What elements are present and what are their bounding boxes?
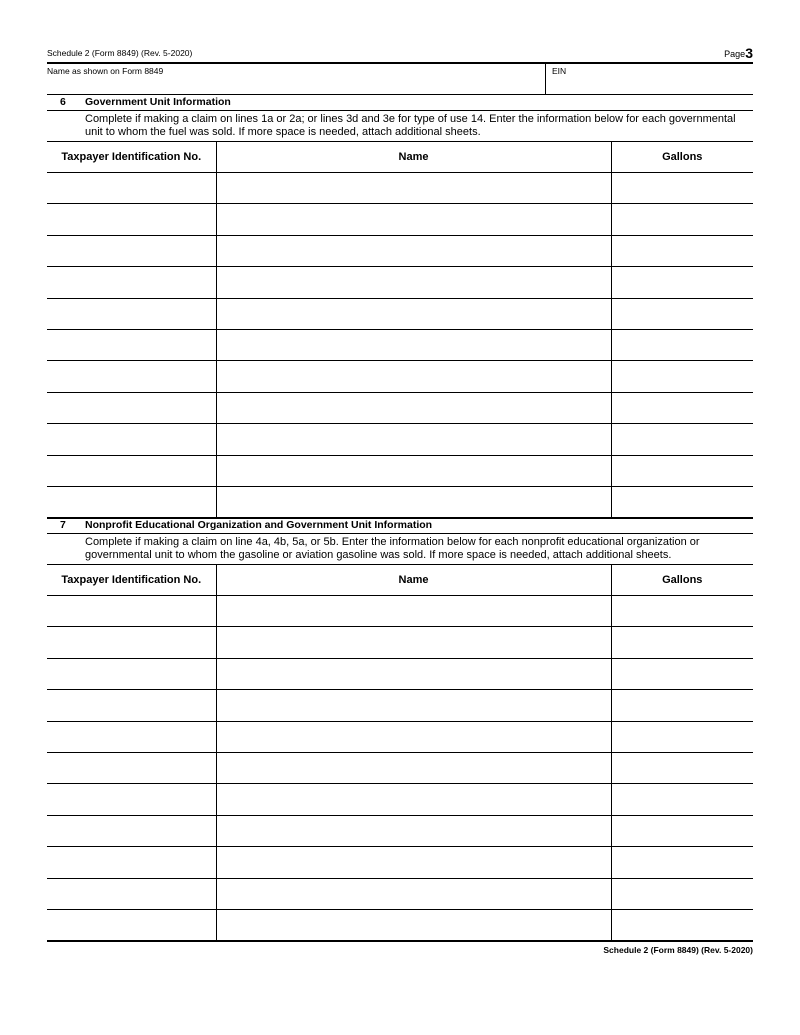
tin-cell[interactable] (47, 486, 216, 518)
gallons-cell[interactable] (611, 235, 753, 266)
gallons-cell[interactable] (611, 878, 753, 909)
table-row (47, 752, 753, 783)
form-id-footer: Schedule 2 (Form 8849) (Rev. 5-2020) (603, 945, 753, 955)
tin-cell[interactable] (47, 690, 216, 721)
tin-cell[interactable] (47, 361, 216, 392)
name-cell[interactable] (216, 909, 611, 941)
section-6-table (47, 141, 753, 519)
section-6-number: 6 (60, 96, 66, 108)
tin-cell[interactable] (47, 596, 216, 627)
name-cell[interactable] (216, 361, 611, 392)
table-row (47, 329, 753, 360)
tin-cell[interactable] (47, 424, 216, 455)
name-cell[interactable] (216, 455, 611, 486)
table-row (47, 455, 753, 486)
name-cell[interactable] (216, 690, 611, 721)
tin-cell[interactable] (47, 752, 216, 783)
table-row (47, 909, 753, 941)
gallons-cell[interactable] (611, 815, 753, 846)
page-indicator (724, 45, 753, 61)
name-cell[interactable] (216, 721, 611, 752)
table-row (47, 690, 753, 721)
gallons-cell[interactable] (611, 690, 753, 721)
tin-cell[interactable] (47, 658, 216, 689)
gallons-cell[interactable] (611, 752, 753, 783)
tin-cell[interactable] (47, 329, 216, 360)
ein-divider (545, 63, 546, 94)
name-column-header: Name (216, 142, 611, 173)
table-row (47, 204, 753, 235)
table-row (47, 784, 753, 815)
gallons-cell[interactable] (611, 627, 753, 658)
section-6-title: Government Unit Information (85, 96, 231, 108)
name-cell[interactable] (216, 878, 611, 909)
name-field-label: Name as shown on Form 8849 (47, 66, 164, 76)
page-number: 3 (745, 45, 753, 61)
name-cell[interactable] (216, 627, 611, 658)
tin-column-header: Taxpayer Identification No. (47, 142, 216, 173)
section-7-table (47, 564, 753, 942)
tin-cell[interactable] (47, 173, 216, 204)
name-cell[interactable] (216, 658, 611, 689)
name-cell[interactable] (216, 329, 611, 360)
gallons-cell[interactable] (611, 784, 753, 815)
tin-cell[interactable] (47, 721, 216, 752)
gallons-cell[interactable] (611, 298, 753, 329)
section-7-title-rule (47, 533, 753, 534)
section-6-description: Complete if making a claim on lines 1a or 2a; or lines 3d and 3e for type of use 14. Enter the information below for each governmental unit to whom the fuel was sold. If more space is needed, attach additional sheets. (85, 113, 736, 138)
table-row (47, 847, 753, 878)
tin-cell[interactable] (47, 392, 216, 423)
name-cell[interactable] (216, 235, 611, 266)
gallons-cell[interactable] (611, 173, 753, 204)
name-cell[interactable] (216, 267, 611, 298)
gallons-cell[interactable] (611, 486, 753, 518)
table-row (47, 361, 753, 392)
table-row (47, 658, 753, 689)
table-row (47, 878, 753, 909)
tin-cell[interactable] (47, 267, 216, 298)
name-cell[interactable] (216, 784, 611, 815)
name-column-header: Name (216, 565, 611, 596)
table-row (47, 267, 753, 298)
table-header-row (47, 142, 753, 173)
table-row (47, 235, 753, 266)
name-row-rule (47, 94, 753, 95)
tin-cell[interactable] (47, 455, 216, 486)
table-row (47, 424, 753, 455)
section-6-rows (47, 173, 753, 519)
gallons-cell[interactable] (611, 658, 753, 689)
tin-cell[interactable] (47, 204, 216, 235)
gallons-cell[interactable] (611, 329, 753, 360)
table-row (47, 486, 753, 518)
ein-field-label: EIN (552, 66, 567, 76)
name-cell[interactable] (216, 173, 611, 204)
tin-cell[interactable] (47, 784, 216, 815)
name-cell[interactable] (216, 424, 611, 455)
table-row (47, 298, 753, 329)
gallons-cell[interactable] (611, 721, 753, 752)
tin-cell[interactable] (47, 815, 216, 846)
gallons-column-header: Gallons (611, 142, 753, 173)
header-rule (47, 62, 753, 64)
name-cell[interactable] (216, 298, 611, 329)
gallons-cell[interactable] (611, 909, 753, 941)
gallons-column-header: Gallons (611, 565, 753, 596)
name-cell[interactable] (216, 752, 611, 783)
name-cell[interactable] (216, 815, 611, 846)
form-id-header: Schedule 2 (Form 8849) (Rev. 5-2020) (47, 48, 193, 58)
gallons-cell[interactable] (611, 267, 753, 298)
tin-cell[interactable] (47, 298, 216, 329)
section-6-title-rule (47, 110, 753, 111)
gallons-cell[interactable] (611, 596, 753, 627)
gallons-cell[interactable] (611, 455, 753, 486)
table-row (47, 392, 753, 423)
gallons-cell[interactable] (611, 361, 753, 392)
section-7-rows (47, 596, 753, 942)
table-row (47, 627, 753, 658)
section-7-title: Nonprofit Educational Organization and Government Unit Information (85, 519, 433, 531)
table-row (47, 721, 753, 752)
gallons-cell[interactable] (611, 424, 753, 455)
gallons-cell[interactable] (611, 204, 753, 235)
name-cell[interactable] (216, 392, 611, 423)
tin-cell[interactable] (47, 847, 216, 878)
tin-cell[interactable] (47, 909, 216, 941)
gallons-cell[interactable] (611, 847, 753, 878)
table-header-row (47, 565, 753, 596)
page-label: Page (724, 49, 746, 59)
tin-cell[interactable] (47, 878, 216, 909)
section-7-number: 7 (60, 519, 66, 531)
table-row (47, 815, 753, 846)
tin-cell[interactable] (47, 235, 216, 266)
table-row (47, 596, 753, 627)
tin-cell[interactable] (47, 627, 216, 658)
name-cell[interactable] (216, 204, 611, 235)
name-cell[interactable] (216, 596, 611, 627)
section-7-description: Complete if making a claim on line 4a, 4b, 5a, or 5b. Enter the information below for each nonprofit educational organization or governmental unit to whom the gasoline or aviation gasoline was sold. If more space is needed, attach additional sheets. (85, 536, 700, 561)
tin-column-header: Taxpayer Identification No. (47, 565, 216, 596)
gallons-cell[interactable] (611, 392, 753, 423)
name-cell[interactable] (216, 847, 611, 878)
name-cell[interactable] (216, 486, 611, 518)
table-row (47, 173, 753, 204)
